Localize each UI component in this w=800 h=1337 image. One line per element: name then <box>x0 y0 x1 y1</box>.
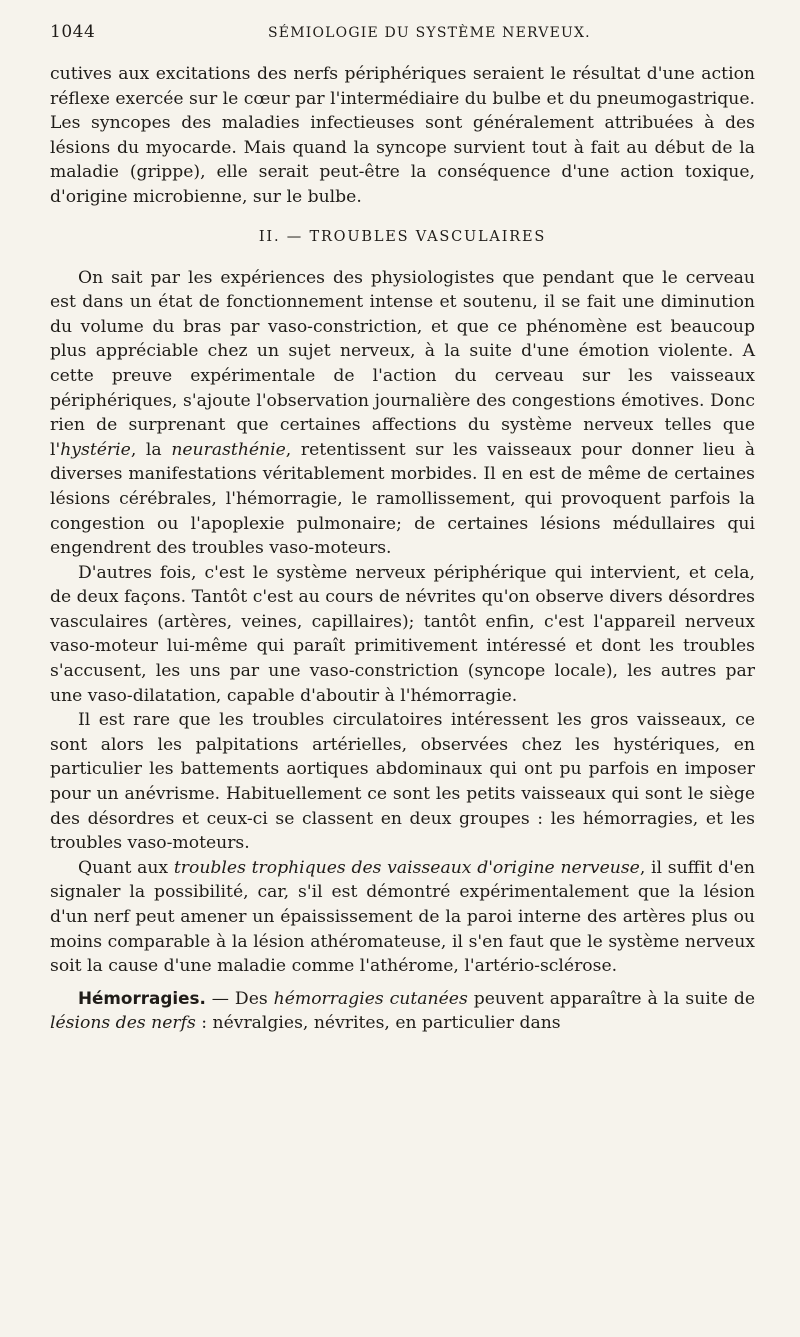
intro-paragraph: cutives aux excitations des nerfs périphériques seraient le résultat d'une action réflexe exercée sur le cœur par l'intermédiaire du bulbe et du pneumogastrique. Les syncopes des maladies infectieuses sont généralement attribuées à des lésions du myocarde. Mais quand la syncope survient tout à fait au début de la maladie (grippe), elle serait peut-être la conséquence d'une action toxique, d'origine microbienne, sur le bulbe. <box>50 64 755 207</box>
text-run: , retentissent sur les vaisseaux pour donner lieu à diverses manifestations véritablement morbides. Il en est de même de certaines lésions cérébrales, l'hémorragie, le ramollissement, qui provoquent parfois la congestion ou l'apoplexie pulmonaire; de certaines lésions médullaires qui engendrent des troubles vaso-moteurs. <box>50 439 755 559</box>
text-run: , la <box>130 439 172 460</box>
paragraph-trophic-troubles <box>50 856 755 979</box>
italic-term: hystérie <box>60 439 131 460</box>
italic-term: neurasthénie <box>171 439 286 460</box>
italic-term: hémorragies cutanées <box>273 988 468 1009</box>
running-head <box>50 22 755 42</box>
text-run: peuvent apparaître à la suite de <box>467 988 756 1009</box>
paragraph-vascular-brain <box>50 266 755 561</box>
page-number: 1044 <box>50 22 96 42</box>
italic-term: troubles trophiques des vaisseaux d'origine nerveuse <box>173 857 640 878</box>
section-heading: II. — TROUBLES VASCULAIRES <box>258 228 547 245</box>
italic-term: lésions des nerfs <box>50 1013 196 1034</box>
paragraph-hemorrhages <box>50 986 755 1036</box>
text-run: : névralgies, névrites, en particulier dans <box>195 1013 561 1034</box>
text-run: Quant aux <box>78 857 174 878</box>
paragraph-peripheral-system: D'autres fois, c'est le système nerveux périphérique qui intervient, et cela, de deux façons. Tantôt c'est au cours de névrites qu'on observe divers désordres vasculaires (artères, veines, capillaires); tantôt enfin, c'est l'appareil nerveux vaso-moteur lui-même qui paraît primitivement intéressé et dont les troubles s'accusent, les uns par une vaso-constriction (syncope locale), les autres par une vaso-dilatation, capable d'aboutir à l'hémorragie. <box>50 562 755 706</box>
text-run: , il suffit d'en signaler la possibilité, car, s'il est démontré expérimentalement que la lésion d'un nerf peut amener un épaississement de la paroi interne des artères plus ou moins comparable à la lésion athéromateuse, il s'en faut que le système nerveux soit la cause d'une maladie comme l'athérome, l'artério-sclérose. <box>50 857 755 977</box>
text-run: On sait par les expériences des physiologistes que pendant que le cerveau est dans un état de fonctionnement intense et soutenu, il se fait une diminution du volume du bras par vaso-constriction, et que ce phénomène est beaucoup plus appréciable chez un sujet nerveux, à la suite d'une émotion violente. A cette preuve expérimentale de l'action du cerveau sur les vaisseaux périphériques, s'ajoute l'observation journalière des congestions émotives. Donc rien de surprenant que certaines affections du système nerveux telles que l' <box>50 267 755 460</box>
book-page <box>50 22 755 1312</box>
paragraph-circulatory-troubles: Il est rare que les troubles circulatoires intéressent les gros vaisseaux, ce sont alors les palpitations artérielles, observées chez les hystériques, en particulier les battements aortiques abdominaux qui ont pu parfois en imposer pour un anévrisme. Habituellement ce sont les petits vaisseaux qui sont le siège des désordres et ceux-ci se classent en deux groupes : les hémorragies, et les troubles vaso-moteurs. <box>50 710 755 854</box>
running-title: SÉMIOLOGIE DU SYSTÈME NERVEUX. <box>268 25 591 41</box>
text-run: — Des <box>205 988 274 1009</box>
run-in-heading: Hémorragies. <box>78 987 206 1008</box>
